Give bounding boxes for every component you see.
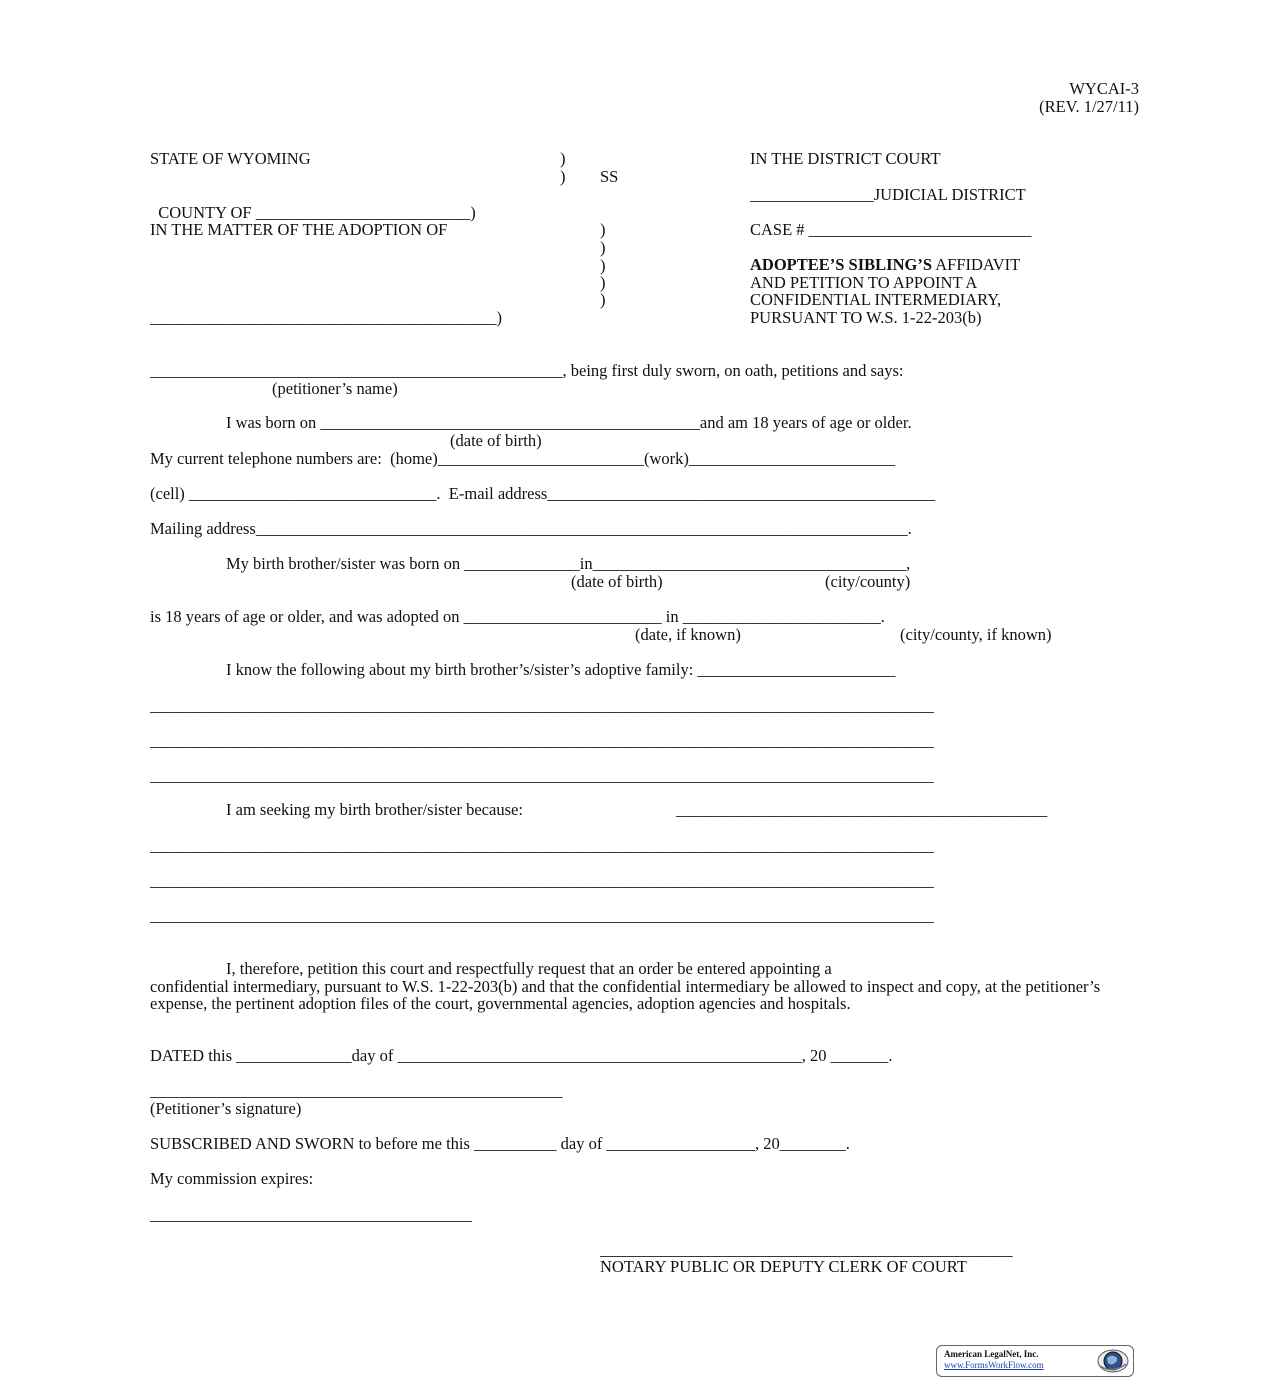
commission-expires-field[interactable]: _______________________________________	[150, 1205, 472, 1224]
petitioner-name-field[interactable]: __________________________________________________, being first duly sworn, on oath, petitions and says:	[150, 361, 904, 380]
cell-email-fields[interactable]: (cell) ______________________________. E-mail address_______________________________________________	[150, 484, 936, 503]
seeking-reason-line[interactable]: _______________________________________________________________________________________________	[150, 836, 934, 855]
mailing-address-field[interactable]: Mailing address_______________________________________________________________________________.	[150, 519, 912, 538]
telephone-fields[interactable]: My current telephone numbers are: (home)_________________________(work)_________________________	[150, 449, 896, 468]
case-number-field[interactable]: CASE # ___________________________	[750, 220, 1032, 239]
adoption-date-caption: (date, if known)	[635, 625, 741, 644]
adoption-fields[interactable]: is 18 years of age or older, and was adopted on ________________________ in ________________________.	[150, 607, 885, 626]
adoptive-family-line[interactable]: _______________________________________________________________________________________________	[150, 766, 934, 785]
caption-paren: )	[560, 167, 566, 186]
form-code: WYCAI-3	[1069, 79, 1139, 98]
document-title-bold: ADOPTEE’S SIBLING’S	[750, 255, 933, 274]
adoptive-family-line[interactable]: _______________________________________________________________________________________________	[150, 731, 934, 750]
ss-label: SS	[600, 167, 619, 186]
sibling-dob-caption: (date of birth)	[571, 572, 663, 591]
state-label: STATE OF WYOMING	[150, 149, 311, 168]
judicial-district-field[interactable]: _______________JUDICIAL DISTRICT	[750, 185, 1026, 204]
county-field[interactable]	[150, 186, 476, 222]
document-title-line3: CONFIDENTIAL INTERMEDIARY,	[750, 290, 1002, 309]
seeking-reason-line[interactable]: _______________________________________________________________________________________________	[150, 871, 934, 890]
petitioner-signature-field[interactable]: __________________________________________________	[150, 1081, 563, 1100]
globe-icon	[1096, 1348, 1130, 1374]
sibling-place-caption: (city/county)	[825, 572, 911, 591]
form-revision: (REV. 1/27/11)	[1039, 97, 1139, 116]
notary-signature-field[interactable]: __________________________________________________	[600, 1240, 1013, 1259]
document-title-line2: AND PETITION TO APPOINT A	[750, 273, 978, 292]
court-label: IN THE DISTRICT COURT	[750, 149, 941, 168]
adoptive-family-line[interactable]: _______________________________________________________________________________________________	[150, 696, 934, 715]
petition-first-line: I, therefore, petition this court and respectfully request that an order be entered appointing a	[226, 959, 832, 978]
caption-paren: )	[600, 290, 606, 309]
publisher-name: American LegalNet, Inc.	[944, 1349, 1039, 1359]
form-code-block	[1039, 80, 1139, 116]
petition-rest: confidential intermediary, pursuant to W.S. 1-22-203(b) and that the confidential intermediary be allowed to inspect and copy, at the petitioner’s expense, the pertinent adoption files of the court, governmental agencies, adoption agencies and hospitals.	[150, 976, 1101, 1013]
petition-paragraph	[150, 960, 1140, 1013]
dated-fields[interactable]: DATED this ______________day of _________________________________________________, 20 _______.	[150, 1046, 893, 1065]
caption-paren: )	[600, 238, 606, 257]
date-of-birth-field[interactable]: I was born on ______________________________________________and am 18 years of age or older.	[226, 413, 912, 432]
caption-paren: )	[470, 203, 476, 222]
document-title-line4: PURSUANT TO W.S. 1-22-203(b)	[750, 308, 982, 327]
caption-paren: )	[560, 149, 566, 168]
county-label: COUNTY OF __________________________	[158, 203, 471, 222]
commission-label: My commission expires:	[150, 1169, 314, 1188]
matter-label: IN THE MATTER OF THE ADOPTION OF	[150, 220, 448, 239]
adoptee-name-field[interactable]: __________________________________________)	[150, 308, 502, 327]
caption-paren: )	[600, 220, 606, 239]
caption-paren: )	[600, 273, 606, 292]
sibling-birth-fields[interactable]: My birth brother/sister was born on ______________in______________________________________,	[226, 554, 911, 573]
publisher-url[interactable]: www.FormsWorkFlow.com	[944, 1360, 1044, 1370]
notary-caption: NOTARY PUBLIC OR DEPUTY CLERK OF COURT	[600, 1257, 967, 1276]
adoption-place-caption: (city/county, if known)	[900, 625, 1052, 644]
seeking-reason-field[interactable]: _____________________________________________	[676, 800, 1048, 819]
dob-caption: (date of birth)	[450, 431, 542, 450]
petitioner-name-caption: (petitioner’s name)	[272, 379, 398, 398]
seeking-reason-line[interactable]: _______________________________________________________________________________________________	[150, 906, 934, 925]
signature-caption: (Petitioner’s signature)	[150, 1099, 302, 1118]
document-title-line1	[750, 256, 1020, 274]
publisher-logo	[936, 1345, 1134, 1377]
adoptive-family-field[interactable]: I know the following about my birth brother’s/sister’s adoptive family: ________________________	[226, 660, 896, 679]
document-title-rest: AFFIDAVIT	[932, 255, 1021, 274]
caption-paren: )	[600, 256, 606, 275]
seeking-reason-label: I am seeking my birth brother/sister because:	[226, 800, 523, 819]
subscribed-fields[interactable]: SUBSCRIBED AND SWORN to before me this __________ day of __________________, 20________.	[150, 1134, 850, 1153]
